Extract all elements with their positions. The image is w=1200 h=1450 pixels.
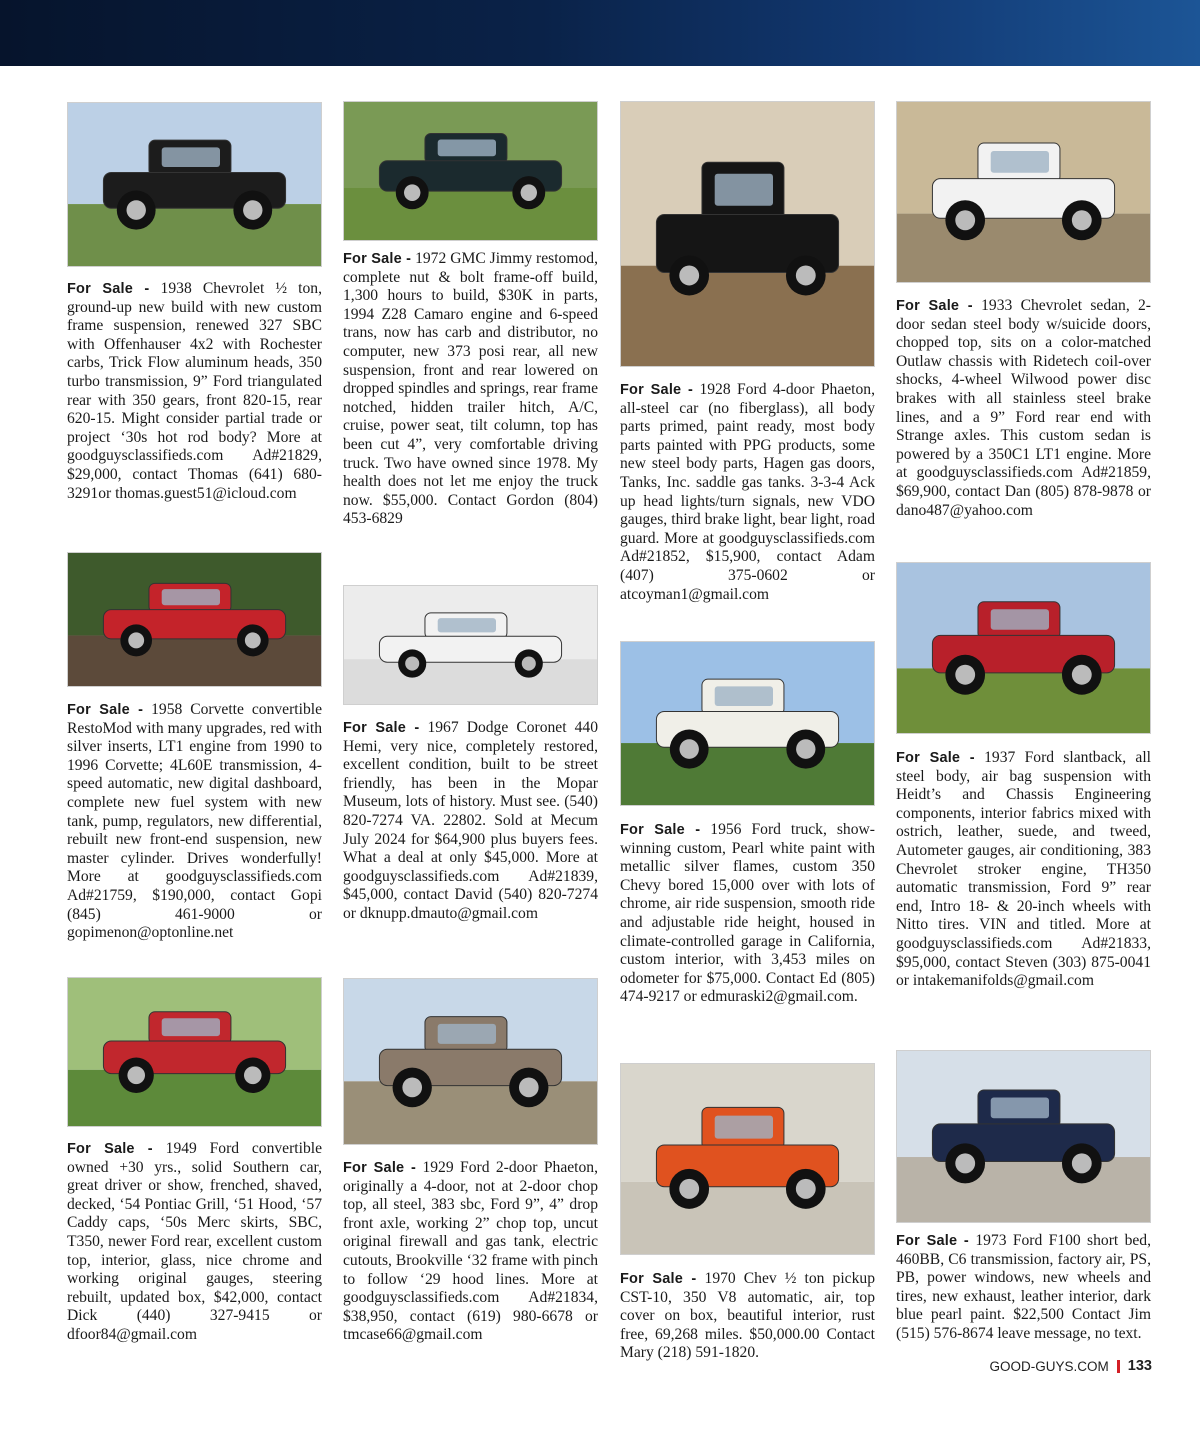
for-sale-label: For Sale - <box>67 1141 153 1157</box>
ad-photo-1970-chev-pickup <box>620 1063 875 1255</box>
ad-photo-1956-ford-truck <box>620 641 875 806</box>
ad-text-1949-ford <box>67 1140 322 1345</box>
car-illustration <box>897 563 1150 733</box>
car-illustration <box>344 979 597 1144</box>
car-illustration <box>68 103 321 266</box>
ad-description: 1956 Ford truck, show-winning custom, Pearl white paint with metallic silver flames, custom 350 Chevy bored 15,000 over with lots of chrome, air ride suspension, smooth ride and adjustable ride height, housed in climate-controlled garage in California, custom interior, with 3,453 miles on odometer for $75,000. Contact Ed (805) 474-9217 or edmuraski2@gmail.com. <box>620 821 875 1006</box>
for-sale-label: For Sale - <box>896 298 973 314</box>
car-illustration <box>621 1064 874 1254</box>
ad-text-1956-ford-truck <box>620 821 875 1007</box>
for-sale-label: For Sale - <box>620 1271 697 1287</box>
ad-description: 1958 Corvette convertible RestoMod with many upgrades, red with silver inserts, LT1 engine from 1990 to 1996 Corvette; 4L60E transmission, 4-speed automatic, new digital dashboard, complete new fuel system with new tank, pump, regulators, new differential, rebuilt new front-end suspension, new master cylinder. Drives wonderfully! More at goodguysclassifieds.com Ad#21759, $190,000, contact Gopi (845) 461-9000 or gopimenon@optonline.net <box>67 701 322 942</box>
ad-photo-1967-dodge-coronet <box>343 585 598 705</box>
ad-photo-1958-corvette <box>67 552 322 687</box>
for-sale-label: For Sale - <box>896 750 975 766</box>
top-banner <box>0 0 1200 66</box>
car-illustration <box>897 102 1150 282</box>
ad-text-1958-corvette <box>67 701 322 943</box>
ad-text-1933-chevrolet-sedan <box>896 297 1151 520</box>
car-illustration <box>344 102 597 240</box>
ad-text-1970-chev-pickup <box>620 1270 875 1363</box>
ad-text-1967-dodge-coronet <box>343 719 598 924</box>
page-number: 133 <box>1127 1358 1152 1374</box>
ad-text-1929-ford-phaeton <box>343 1159 598 1345</box>
ad-description: 1972 GMC Jimmy restomod, complete nut & bolt frame-off build, 1,300 hours to build, $30K in parts, 1994 Z28 Camaro engine and 6-speed trans, now has carb and distributor, no computer, new 373 posi rear, all new suspension, front and rear lowered on dropped spindles and springs, rear frame notched, hidden trailer hitch, A/C, cruise, power seat, tilt column, top has been cut 4”, very comfortable driving truck. Two have owned since 1978. My health does not let me enjoy the truck now. $55,000. Contact Gordon (804) 453-6829 <box>343 250 598 528</box>
ad-photo-1949-ford <box>67 977 322 1127</box>
ad-text-1972-gmc-jimmy <box>343 250 598 529</box>
ad-description: 1967 Dodge Coronet 440 Hemi, very nice, completely restored, excellent condition, built to be street friendly, has been in the Mopar Museum, lots of history. Must see. (540) 820-7274 VA. 22802. Sold at Mecum July 2024 for $64,900 plus buyers fees. What a deal at only $45,000. More at goodguysclassifieds.com Ad#21839, $45,000, contact David (540) 820-7274 or dknupp.dmauto@gmail.com <box>343 719 598 922</box>
for-sale-label: For Sale - <box>620 822 701 838</box>
for-sale-label: For Sale - <box>67 702 144 718</box>
for-sale-label: For Sale - <box>343 1160 417 1176</box>
for-sale-label: For Sale - <box>620 382 694 398</box>
car-illustration <box>621 102 874 366</box>
ad-text-1937-ford-slantback <box>896 749 1151 991</box>
ad-text-1938-chevrolet <box>67 280 322 503</box>
for-sale-label: For Sale - <box>67 281 150 297</box>
ad-text-1973-ford-f100 <box>896 1232 1151 1344</box>
footer-separator <box>1117 1360 1120 1373</box>
ad-text-1928-ford-phaeton <box>620 381 875 604</box>
for-sale-label: For Sale - <box>896 1233 969 1249</box>
site-url: GOOD-GUYS.COM <box>989 1358 1109 1374</box>
ad-photo-1929-ford-phaeton <box>343 978 598 1145</box>
ad-description: 1929 Ford 2-door Phaeton, originally a 4-door, not at 2-door chop top, all steel, 383 sbc, Ford 9”, 4” drop front axle, working 2” chop top, uncut original firewall and gas tank, electric cutouts, Brookville ‘32 frame with pinch to follow ‘29 hood lines. More at goodguysclassifieds.com Ad#21834, $38,950, contact (619) 980-6678 or tmcase66@gmail.com <box>343 1159 598 1344</box>
ad-photo-1972-gmc-jimmy <box>343 101 598 241</box>
ad-description: 1973 Ford F100 short bed, 460BB, C6 transmission, factory air, PS, PB, power windows, new wheels and tires, new exhaust, leather interior, dark blue pearl paint. $22,500 Contact Jim (515) 576-8674 leave message, no text. <box>896 1232 1151 1342</box>
ad-description: 1937 Ford slantback, all steel body, air bag suspension with Heidt’s and Chassis Engineering components, interior fabrics mixed with ostrich, leather, suede, and tweed, Autometer gauges, air conditioning, 383 Chevrolet stroker engine, TH350 automatic transmission, Ford 9” rear end, Intro 18- & 20-inch wheels with Nitto tires. VIN and titled. More at goodguysclassifieds.com Ad#21833, $95,000, contact Steven (303) 875-0041 or intakemanifolds@gmail.com <box>896 749 1151 990</box>
ad-photo-1937-ford-slantback <box>896 562 1151 734</box>
car-illustration <box>897 1051 1150 1222</box>
for-sale-label: For Sale - <box>343 720 420 736</box>
ad-description: 1928 Ford 4-door Phaeton, all-steel car (no fiberglass), all body parts primed, paint ready, most body parts painted with PPG products, some new steel body parts, Hagen gas doors, Tanks, Inc. saddle gas tanks. 3-3-4 Ack up head lights/turn signals, new VDO gauges, third brake light, bear light, road guard. More at goodguysclassifieds.com Ad#21852, $15,900, contact Adam (407) 375-0602 or atcoyman1@gmail.com <box>620 381 875 603</box>
for-sale-label: For Sale - <box>343 251 412 267</box>
ad-description: 1933 Chevrolet sedan, 2-door sedan steel body w/suicide doors, chopped top, sits on a color-matched Outlaw chassis with Ridetech coil-over shocks, 4-wheel Wilwood power disc brakes with all stainless steel brake lines, and a 9” Ford rear end with Strange axles. This custom sedan is powered by a 350C1 LT1 engine. More at goodguysclassifieds.com Ad#21859, $69,900, contact Dan (805) 878-9878 or dano487@yahoo.com <box>896 297 1151 519</box>
car-illustration <box>68 978 321 1126</box>
page-footer <box>990 1358 1152 1374</box>
ad-photo-1973-ford-f100 <box>896 1050 1151 1223</box>
ad-photo-1933-chevrolet-sedan <box>896 101 1151 283</box>
car-illustration <box>344 586 597 704</box>
ad-description: 1970 Chev ½ ton pickup CST-10, 350 V8 automatic, air, top cover on box, beautiful interior, rust free, 69,268 miles. $50,000.00 Contact Mary (218) 591-1820. <box>620 1270 875 1362</box>
ad-photo-1938-chevrolet <box>67 102 322 267</box>
car-illustration <box>68 553 321 686</box>
ad-description: 1938 Chevrolet ½ ton, ground-up new build with new custom frame suspension, renewed 327 SBC with Offenhauser 4x2 with Rochester carbs, Trick Flow aluminum heads, 350 turbo transmission, 9” Ford triangulated rear with 350 gears, front 820-15, rear 620-15. Might consider partial trade or project ‘30s hot rod body? More at goodguysclassifieds.com Ad#21829, $29,000, contact Thomas (641) 680-3291or thomas.guest51@icloud.com <box>67 280 322 502</box>
ad-photo-1928-ford-phaeton <box>620 101 875 367</box>
car-illustration <box>621 642 874 805</box>
ad-description: 1949 Ford convertible owned +30 yrs., solid Southern car, great driver or show, frenched, shaved, decked, ‘54 Pontiac Grill, ‘51 Hood, ‘57 Caddy caps, ‘50s Merc skirts, SBC, T350, newer Ford rear, excellent custom top, interior, glass, nice chrome and working original gauges, steering rebuilt, updated box, $42,000, contact Dick (440) 327-9415 or dfoor84@gmail.com <box>67 1140 322 1343</box>
